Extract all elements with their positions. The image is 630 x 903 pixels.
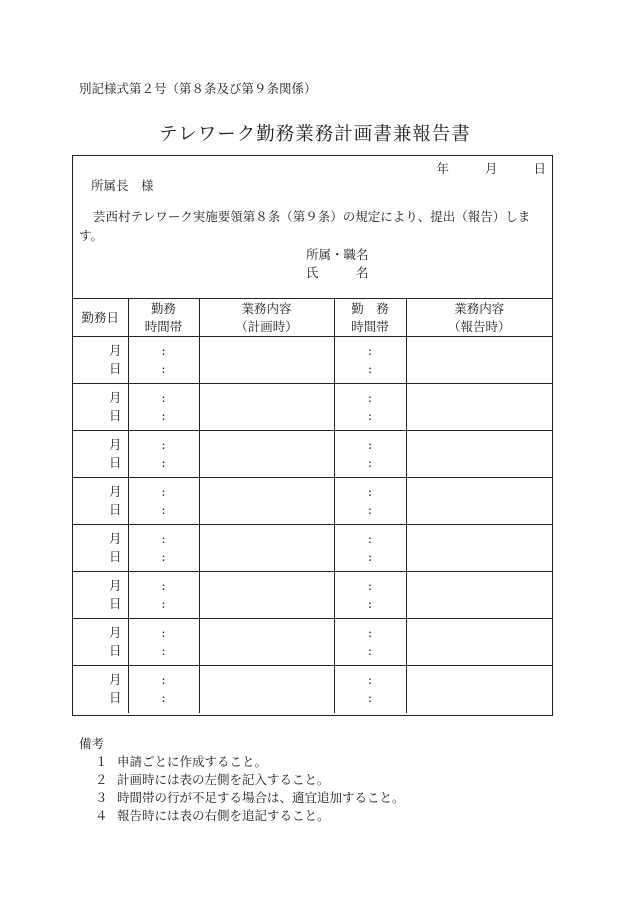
note-item: ３ 時間帯の行が不足する場合は、適宜追加すること。 [95,790,405,805]
plan-content-cell[interactable] [199,572,334,619]
header-plan-time: 勤務 時間帯 [128,299,199,337]
report-content-cell[interactable] [406,666,552,713]
day-cell[interactable]: 月 日 [73,337,128,384]
plan-time-cell[interactable]: : : [128,525,199,572]
report-time-cell[interactable]: : : [334,478,406,525]
report-content-cell[interactable] [406,431,552,478]
header-day: 勤務日 [73,299,128,337]
plan-content-cell[interactable] [199,431,334,478]
report-time-cell[interactable]: : : [334,431,406,478]
note-item: ４ 報告時には表の右側を追記すること。 [95,808,330,823]
header-report-time: 勤 務 時間帯 [334,299,406,337]
table-row [73,431,552,478]
signature-name-label: 氏 名 [306,265,369,280]
table-row [73,666,552,713]
day-cell[interactable]: 月 日 [73,666,128,713]
day-cell[interactable]: 月 日 [73,525,128,572]
date-month-label: 月 [485,161,498,176]
plan-content-cell[interactable] [199,619,334,666]
report-content-cell[interactable] [406,384,552,431]
date-day-label: 日 [533,161,546,176]
date-line [437,159,546,177]
document-title: テレワーク勤務業務計画書兼報告書 [159,124,471,145]
plan-time-cell[interactable]: : : [128,619,199,666]
signature-dept-label: 所属・職名 [306,247,369,262]
body-text: 芸西村テレワーク実施要領第８条（第９条）の規定により、提出（報告）します。 [79,209,531,243]
header-plan-content: 業務内容 （計画時） [199,299,334,337]
notes [79,735,405,825]
report-time-cell[interactable]: : : [334,525,406,572]
plan-content-cell[interactable] [199,525,334,572]
table-row [73,478,552,525]
table-row [73,525,552,572]
day-cell[interactable]: 月 日 [73,619,128,666]
plan-content-cell[interactable] [199,478,334,525]
note-item: １ 申請ごとに作成すること。 [95,754,268,769]
report-content-cell[interactable] [406,525,552,572]
table-row [73,619,552,666]
day-cell[interactable]: 月 日 [73,384,128,431]
plan-time-cell[interactable]: : : [128,572,199,619]
report-time-cell[interactable]: : : [334,666,406,713]
plan-content-cell[interactable] [199,666,334,713]
report-content-cell[interactable] [406,478,552,525]
form-reference: 別記様式第２号（第８条及び第９条関係） [79,81,317,96]
addressee: 所属長 様 [91,178,154,193]
day-cell[interactable]: 月 日 [73,431,128,478]
report-time-cell[interactable]: : : [334,337,406,384]
date-year-label: 年 [436,161,450,176]
day-cell[interactable]: 月 日 [73,572,128,619]
plan-time-cell[interactable]: : : [128,666,199,713]
plan-time-cell[interactable]: : : [128,337,199,384]
plan-content-cell[interactable] [199,337,334,384]
notes-heading: 備考 [79,736,105,751]
plan-time-cell[interactable]: : : [128,431,199,478]
form-box [72,155,553,716]
report-time-cell[interactable]: : : [334,619,406,666]
report-content-cell[interactable] [406,572,552,619]
plan-time-cell[interactable]: : : [128,478,199,525]
report-time-cell[interactable]: : : [334,384,406,431]
note-item: ２ 計画時には表の左側を記入すること。 [95,772,330,787]
report-time-cell[interactable]: : : [334,572,406,619]
schedule-table [73,298,552,713]
day-cell[interactable]: 月 日 [73,478,128,525]
table-row [73,337,552,384]
table-row [73,384,552,431]
report-content-cell[interactable] [406,619,552,666]
plan-content-cell[interactable] [199,384,334,431]
plan-time-cell[interactable]: : : [128,384,199,431]
report-content-cell[interactable] [406,337,552,384]
table-header-row [73,299,552,337]
table-row [73,572,552,619]
header-report-content: 業務内容 （報告時） [406,299,552,337]
